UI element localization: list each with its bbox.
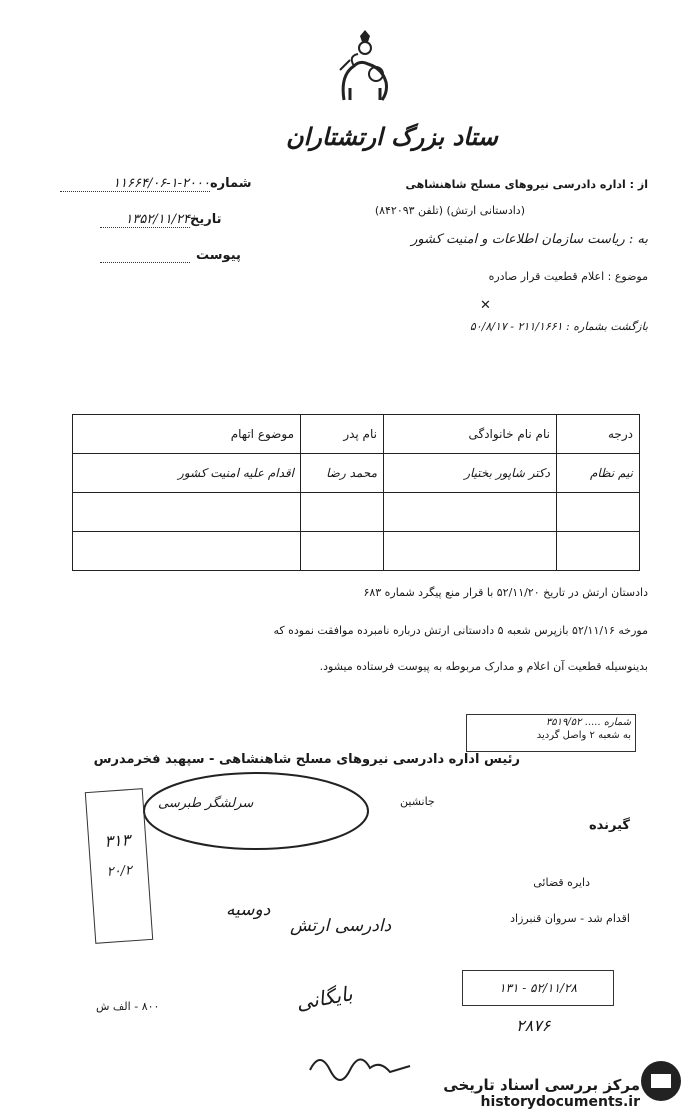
body-line-2: مورخه ۵۲/۱۱/۱۶ بازپرس شعبه ۵ دادستانی ارتش درباره نامبرده موافقت نموده که bbox=[273, 624, 648, 637]
signature-scribble bbox=[300, 1040, 420, 1090]
left-stamp-line-2: ۲۰/۲ bbox=[106, 863, 133, 880]
receipt-stamp-line-2: به شعبه ۲ واصل گردید bbox=[536, 730, 631, 741]
from-line: از : اداره دادرسی نیروهای مسلح شاهنشاهی bbox=[405, 178, 648, 191]
table-row bbox=[73, 493, 640, 532]
body-line-3: بدینوسیله قطعیت آن اعلام و مدارک مربوطه به پیوست فرستاده میشود. bbox=[319, 660, 648, 673]
attachment-label: پیوست bbox=[196, 248, 241, 263]
table-cell bbox=[301, 532, 384, 571]
left-registration-stamp bbox=[85, 788, 153, 944]
table-cell: نیم نظام bbox=[557, 454, 640, 493]
bottom-date-stamp: ۵۲/۱۱/۲۸ - ۱۳۱ bbox=[462, 970, 614, 1006]
table-row bbox=[73, 454, 640, 493]
date-value: ۱۳۵۲/۱۱/۲۴ bbox=[100, 212, 190, 228]
handwritten-note-1: دوسیه bbox=[226, 900, 271, 920]
body-line-1: دادستان ارتش در تاریخ ۵۲/۱۱/۲۰ با قرار منع پیگرد شماره ۶۸۳ bbox=[363, 586, 648, 599]
watermark bbox=[443, 1076, 640, 1110]
cc-label: گیرنده bbox=[588, 818, 630, 833]
watermark-title: مرکز بررسی اسناد تاریخی bbox=[443, 1076, 640, 1094]
left-stamp-line-1: ۳۱۳ bbox=[103, 830, 131, 851]
table-row bbox=[73, 532, 640, 571]
table-cell: محمد رضا bbox=[301, 454, 384, 493]
table-header-cell: نام نام خانوادگی bbox=[384, 415, 557, 454]
reference-line: بازگشت بشماره : ۲۱۱/۱۶۶۱ - ۵۰/۸/۱۷ bbox=[469, 320, 648, 333]
lion-and-sun-emblem bbox=[330, 30, 400, 110]
table-cell bbox=[384, 493, 557, 532]
cc-line-1: دایره قضائی bbox=[533, 876, 590, 889]
table-cell bbox=[557, 493, 640, 532]
accused-table bbox=[72, 414, 640, 571]
deputy-label: جانشین bbox=[400, 795, 435, 808]
handwritten-note-3: بایگانی bbox=[294, 981, 355, 1015]
signature-title: رئیس اداره دادرسی نیروهای مسلح شاهنشاهی - سپهبد فخرمدرس bbox=[93, 752, 520, 767]
table-header-cell: نام پدر bbox=[301, 415, 384, 454]
x-mark: ✕ bbox=[480, 298, 491, 313]
receipt-stamp-line-1: شماره ..... ۳۵۱۹/۵۲ bbox=[545, 717, 631, 728]
cc-line-2: اقدام شد - سروان قنبرزاد bbox=[510, 912, 630, 925]
watermark-url: historydocuments.ir bbox=[480, 1094, 640, 1110]
attachment-line bbox=[100, 262, 190, 263]
signature-circle bbox=[136, 766, 376, 856]
table-cell: دکتر شاپور بختیار bbox=[384, 454, 557, 493]
number-label: شماره bbox=[210, 176, 252, 191]
date-label: تاریخ bbox=[190, 212, 222, 227]
table-cell bbox=[73, 532, 301, 571]
signed-name: سرلشگر طبرسی bbox=[158, 796, 254, 811]
table-cell: اقدام علیه امنیت کشور bbox=[73, 454, 301, 493]
table-header-row bbox=[73, 415, 640, 454]
form-code: ۸۰۰ - الف ش bbox=[96, 1000, 160, 1013]
handwritten-note-2: دادرسی ارتش bbox=[290, 916, 392, 936]
number-value: ۱۱۶۶۴/۰۶-۱-۲۰۰۰ bbox=[60, 176, 210, 192]
table-cell bbox=[73, 493, 301, 532]
bottom-number: ۲۸۷۶ bbox=[516, 1016, 551, 1035]
watermark-logo-icon bbox=[638, 1058, 684, 1104]
org-title: ستاد بزرگ ارتشتاران bbox=[286, 122, 498, 151]
table-header-cell: درجه bbox=[557, 415, 640, 454]
receipt-stamp bbox=[466, 714, 636, 752]
from-sub-line: (دادستانی ارتش) (تلفن ۸۴۲۰۹۳) bbox=[374, 204, 525, 217]
table-header-cell: موضوع اتهام bbox=[73, 415, 301, 454]
to-line: به : ریاست سازمان اطلاعات و امنیت کشور bbox=[411, 232, 648, 247]
subject-line: موضوع : اعلام قطعیت قرار صادره bbox=[488, 270, 648, 283]
table-cell bbox=[384, 532, 557, 571]
table-cell bbox=[557, 532, 640, 571]
table-cell bbox=[301, 493, 384, 532]
